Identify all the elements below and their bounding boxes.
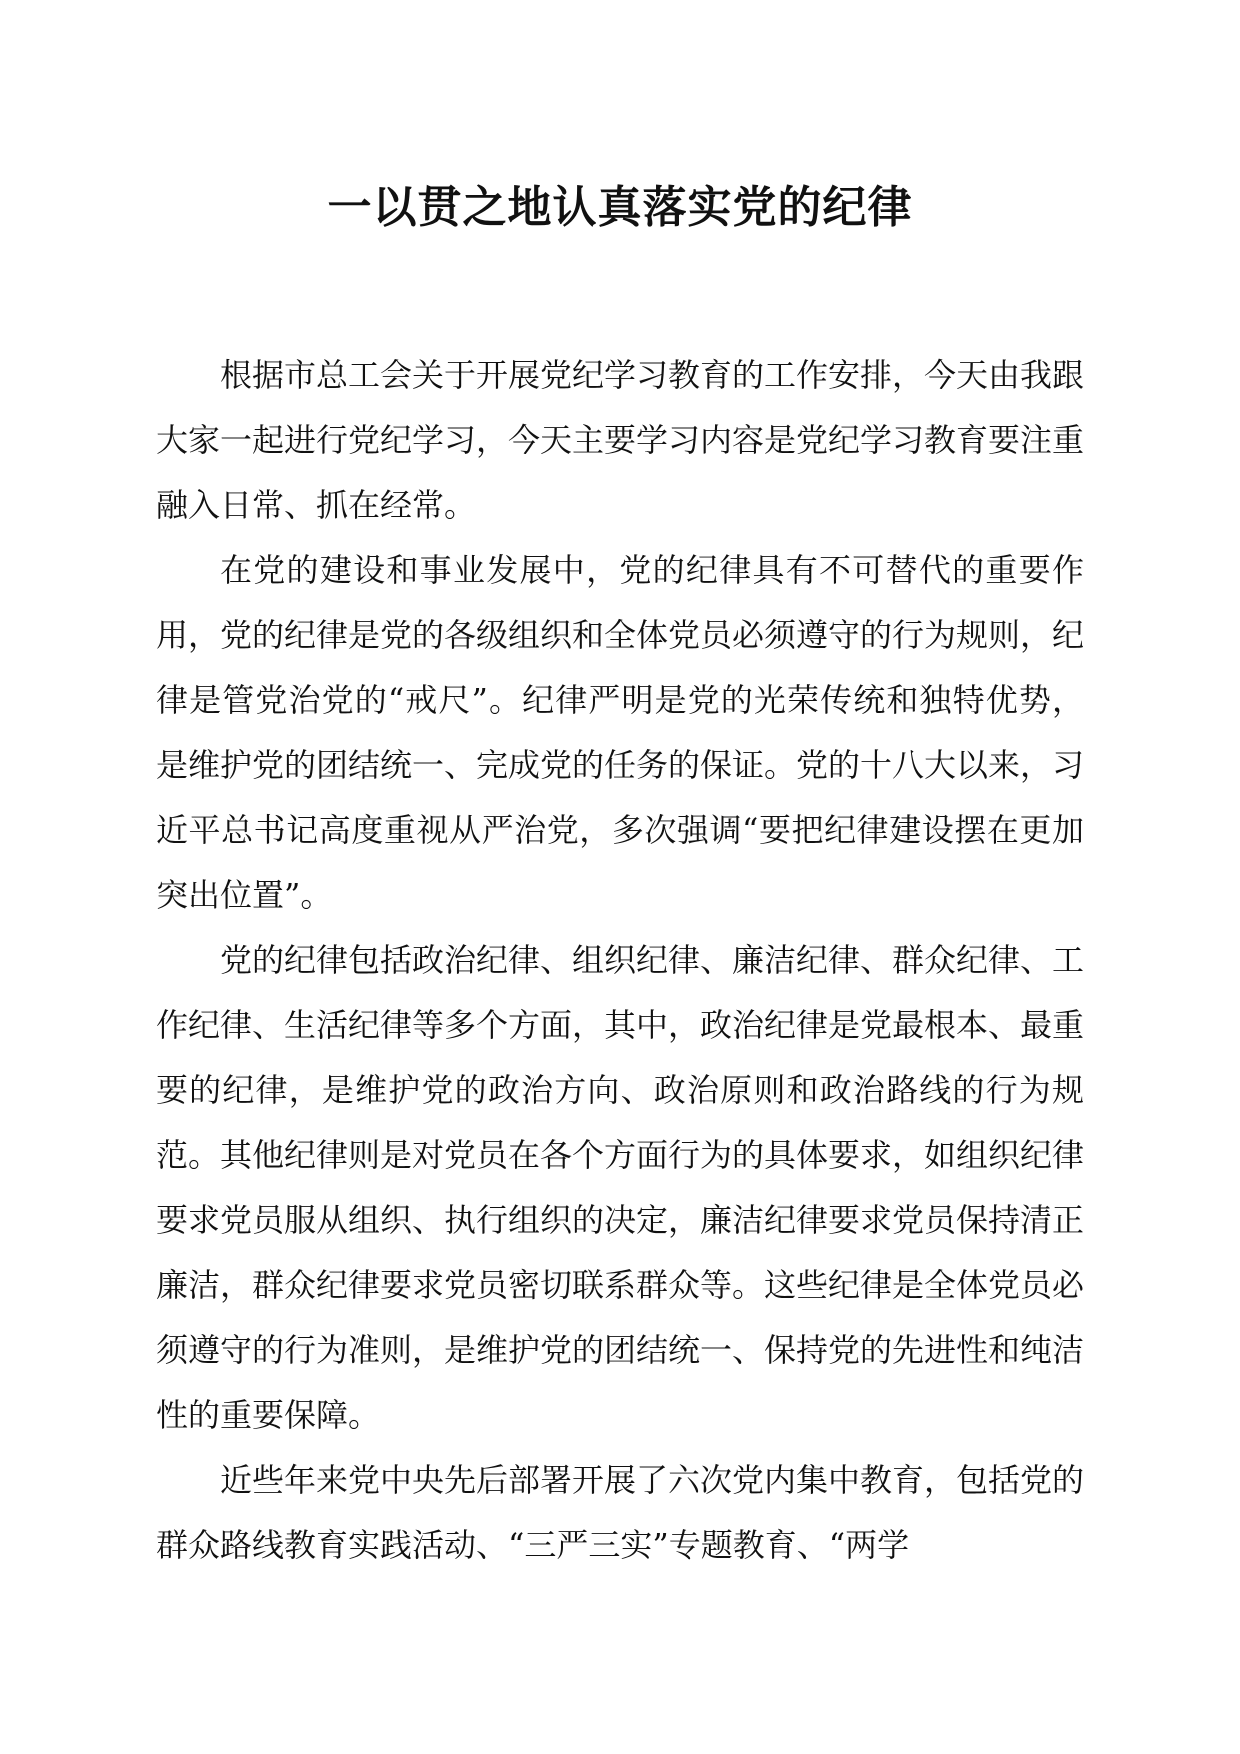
document-title: 一以贯之地认真落实党的纪律 [327,182,913,233]
paragraph: 在党的建设和事业发展中，党的纪律具有不可替代的重要作用，党的纪律是党的各级组织和全体党员必须遵守的行为规则，纪律是管党治党的“戒尺”。纪律严明是党的光荣传统和独特优势，是维护党的团结统一、完成党的任务的保证。党的十八大以来，习近平总书记高度重视从严治党，多次强调“要把纪律建设摆在更加突出位置”。 [156,551,1085,914]
paragraph: 根据市总工会关于开展党纪学习教育的工作安排，今天由我跟大家一起进行党纪学习，今天主要学习内容是党纪学习教育要注重融入日常、抓在经常。 [156,356,1085,524]
document-body [156,343,1084,1578]
paragraph: 党的纪律包括政治纪律、组织纪律、廉洁纪律、群众纪律、工作纪律、生活纪律等多个方面，其中，政治纪律是党最根本、最重要的纪律，是维护党的政治方向、政治原则和政治路线的行为规范。其他纪律则是对党员在各个方面行为的具体要求，如组织纪律要求党员服从组织、执行组织的决定，廉洁纪律要求党员保持清正廉洁，群众纪律要求党员密切联系群众等。这些纪律是全体党员必须遵守的行为准则，是维护党的团结统一、保持党的先进性和纯洁性的重要保障。 [156,941,1085,1434]
paragraph: 近些年来党中央先后部署开展了六次党内集中教育，包括党的群众路线教育实践活动、“三严三实”专题教育、“两学 [156,1461,1085,1564]
